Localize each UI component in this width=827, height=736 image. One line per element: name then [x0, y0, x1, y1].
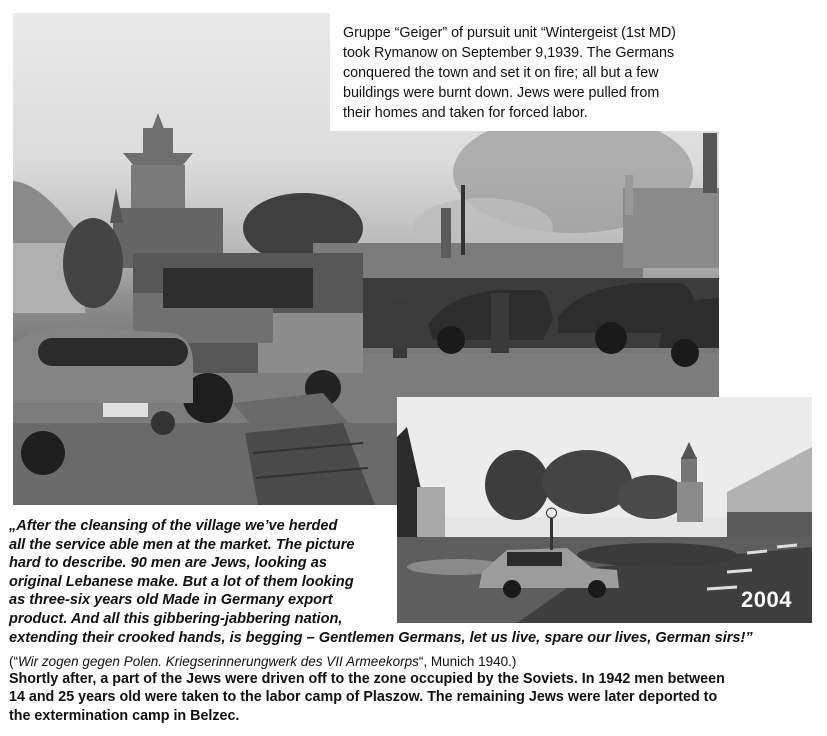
- quote-line: all the service able men at the market. The picture: [9, 536, 355, 553]
- quote-line: product. And all this gibbering-jabbering nation,: [9, 610, 343, 627]
- quote-source: [9, 653, 516, 670]
- top-caption-panel: [330, 13, 719, 131]
- source-title: Wir zogen gegen Polen. Kriegserinnerungwerk des VII Armeekorps: [18, 654, 419, 669]
- soldier-quote: [9, 517, 827, 647]
- top-caption-line: buildings were burnt down. Jews were pulled from: [343, 85, 660, 101]
- top-caption-line: conquered the town and set it on fire; all but a few: [343, 65, 659, 81]
- source-open: (“: [9, 654, 18, 669]
- top-caption-line: their homes and taken for forced labor.: [343, 105, 588, 121]
- top-caption-line: Gruppe “Geiger” of pursuit unit “Wintergeist (1st MD): [343, 25, 676, 41]
- quote-line: hard to describe. 90 men are Jews, looking as: [9, 555, 327, 572]
- quote-line: „After the cleansing of the village we’ve herded: [9, 518, 338, 534]
- closing-line: Shortly after, a part of the Jews were driven off to the zone occupied by the Soviets. In 1942 men between: [9, 671, 725, 687]
- closing-paragraph: [9, 670, 814, 725]
- quote-line: as three-six years old Made in Germany export: [9, 592, 333, 609]
- closing-line: 14 and 25 years old were taken to the labor camp of Plaszow. The remaining Jews were later deported to: [9, 689, 718, 706]
- source-close: “, Munich 1940.): [418, 654, 517, 669]
- top-caption-line: took Rymanow on September 9,1939. The Germans: [343, 45, 675, 61]
- quote-line: original Lebanese make. But a lot of them looking: [9, 573, 354, 590]
- quote-line: extending their crooked hands, is begging – Gentlemen Germans, let us live, spare our lives, German sirs!”: [9, 629, 753, 646]
- top-caption-text: [343, 23, 715, 123]
- year-label: 2004: [741, 587, 792, 612]
- closing-line: the extermination camp in Belzec.: [9, 707, 240, 724]
